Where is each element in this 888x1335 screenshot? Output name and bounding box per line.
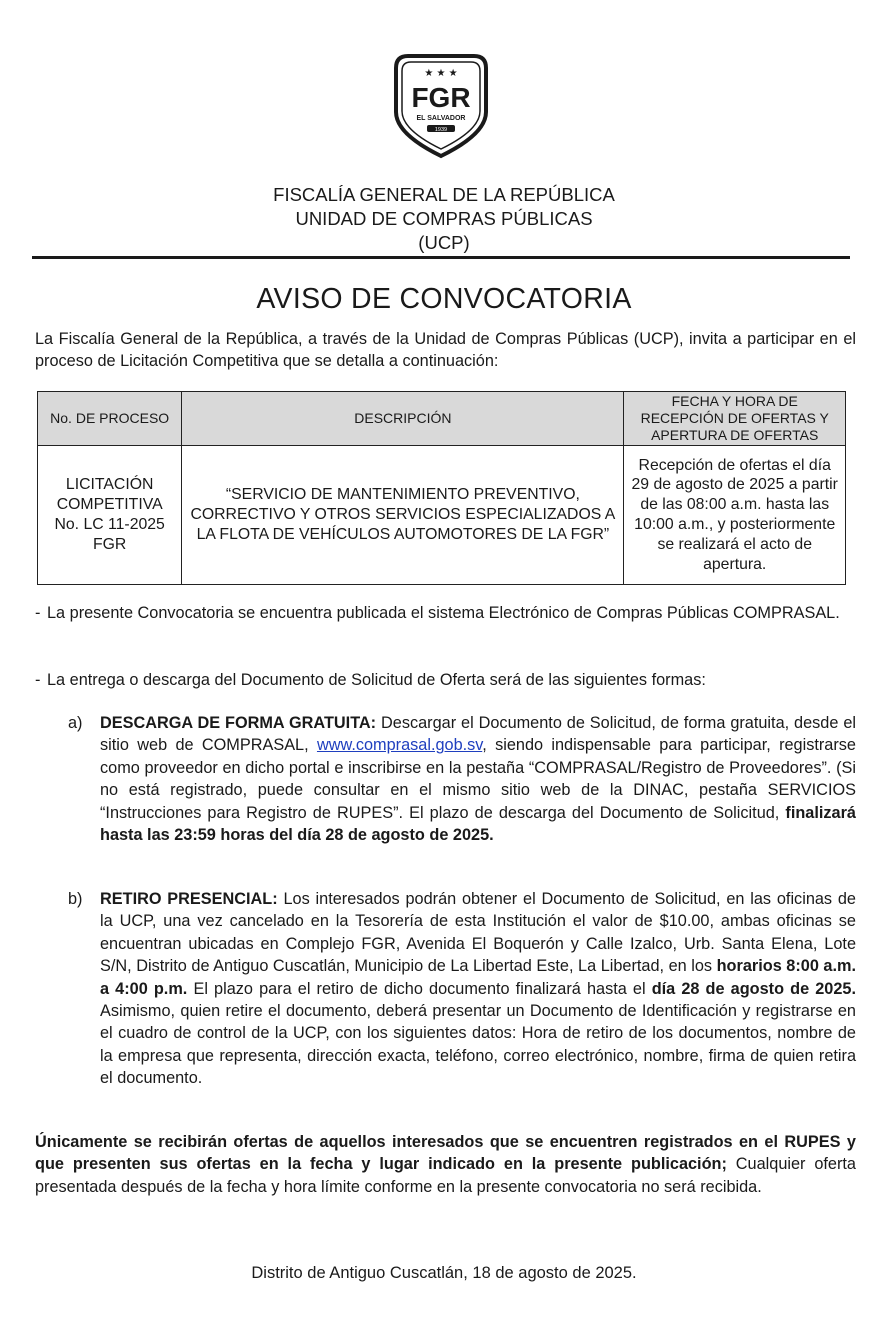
header-proceso: No. DE PROCESO [38, 392, 182, 446]
fgr-logo [386, 50, 496, 162]
bullet-dash: - [35, 604, 41, 622]
bullet-text: La entrega o descarga del Documento de Solicitud de Oferta será de las siguientes formas: [47, 671, 706, 689]
table-header-row [38, 392, 846, 446]
item-text [100, 712, 856, 846]
process-table [37, 391, 846, 585]
cell-proceso: LICITACIÓN COMPETITIVA No. LC 11-2025 FGR [38, 446, 182, 585]
bullet-dash: - [35, 671, 41, 689]
logo-text: FGR [411, 82, 471, 113]
bullet-publicacion [35, 602, 856, 624]
item-text-part: Asimismo, quien retire el documento, deberá presentar un Documento de Identificación y registrarse en el cuadro de control de la UCP, con los siguientes datos: Hora de retiro de los documentos, nombre de la empresa que representa, dirección exacta, teléfono, correo electrónico, nombre, firma de quien retira el documento. [100, 1002, 856, 1088]
comprasal-link[interactable]: www.comprasal.gob.sv [316, 736, 483, 755]
item-text-part: Los interesados podrán obtener el Documento de Solicitud, en las oficinas de la UCP, una vez cancelado en la Tesorería de esta Institución el valor de $10.00, ambas oficinas se encuentran ubicadas en Complejo FGR, Avenida El Boquerón y Calle Izalco, Urb. Santa Elena, Lote S/N, Distrito de Antiguo Cuscatlán, Municipio de La Libertad Este, La Libertad, en los [100, 890, 856, 976]
cell-fecha: Recepción de ofertas el día 29 de agosto de 2025 a partir de las 08:00 a.m. hasta las 10:00 a.m., y posteriormente se realizará el acto de apertura. [624, 446, 846, 585]
header-fecha: FECHA Y HORA DE RECEPCIÓN DE OFERTAS Y APERTURA DE OFERTAS [624, 392, 846, 446]
header-divider [32, 256, 850, 259]
logo-year: 1939 [434, 127, 448, 133]
table-row [38, 446, 846, 585]
bullet-entrega [35, 669, 856, 691]
item-text-part: El plazo para el retiro de dicho documento finalizará hasta el [187, 979, 652, 998]
closing-bold: Únicamente se recibirán ofertas de aquellos interesados que se encuentren registrados en el RUPES y que presenten sus ofertas en la fecha y lugar indicado en la presente publicación; [35, 1133, 856, 1174]
item-retiro [68, 888, 856, 1090]
item-text [100, 888, 856, 1090]
item-label: a) [68, 714, 83, 732]
deadline-text: finalizará hasta las 23:59 horas del día 28 de agosto de 2025. [100, 803, 856, 845]
item-heading: RETIRO PRESENCIAL: [100, 890, 278, 908]
intro-paragraph: La Fiscalía General de la República, a través de la Unidad de Compras Públicas (UCP), invita a participar en el proceso de Licitación Competitiva que se detalla a continuación: [35, 330, 856, 371]
unit-name: UNIDAD DE COMPRAS PÚBLICAS [295, 208, 593, 229]
bullet-text: La presente Convocatoria se encuentra publicada el sistema Electrónico de Compras Públicas COMPRASAL. [47, 604, 840, 622]
deadline-text: día 28 de agosto de 2025. [651, 979, 856, 998]
item-descarga [68, 712, 856, 846]
closing-paragraph [35, 1131, 856, 1198]
place-date: Distrito de Antiguo Cuscatlán, 18 de agosto de 2025. [251, 1264, 637, 1282]
cell-descripcion: “SERVICIO DE MANTENIMIENTO PREVENTIVO, CORRECTIVO Y OTROS SERVICIOS ESPECIALIZADOS A LA FLOTA DE VEHÍCULOS AUTOMOTORES DE LA FGR” [182, 446, 624, 585]
unit-abbrev: (UCP) [418, 232, 470, 253]
item-text-part: Descargar el Documento de Solicitud, de forma gratuita, desde el sitio web de COMPRASAL, [100, 714, 856, 755]
item-label: b) [68, 890, 83, 908]
item-heading: DESCARGA DE FORMA GRATUITA: [100, 714, 377, 732]
header-descripcion: DESCRIPCIÓN [182, 392, 624, 446]
item-text-part: , siendo indispensable para participar, registrarse como proveedor en dicho portal e inscribirse en la pestaña “COMPRASAL/Registro de Proveedores”. (Si no está registrado, puede consultar en el mismo sitio web de la DINAC, pestaña SERVICIOS “Instrucciones para Registro de RUPES”. El plazo de descarga del Documento de Solicitud, [100, 736, 856, 822]
schedule-text: horarios 8:00 a.m. a 4:00 p.m. [100, 957, 857, 998]
logo-stars: ★ ★ ★ [424, 68, 458, 79]
page-title: AVISO DE CONVOCATORIA [256, 283, 632, 315]
org-name: FISCALÍA GENERAL DE LA REPÚBLICA [273, 184, 615, 205]
logo-country: EL SALVADOR [416, 115, 466, 122]
closing-normal: Cualquier oferta presentada después de la fecha y hora límite conforme en la presente convocatoria no será recibida. [35, 1155, 856, 1196]
